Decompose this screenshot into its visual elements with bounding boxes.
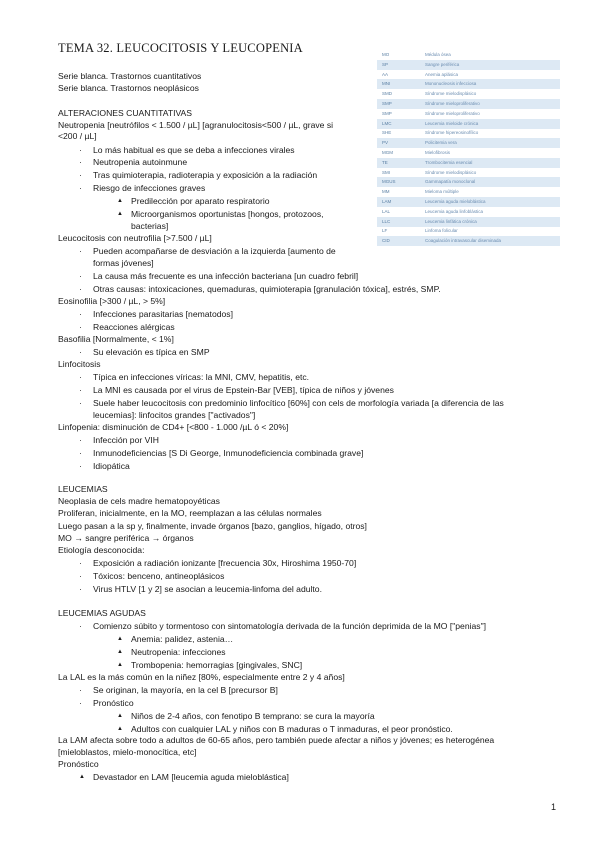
abbr-row <box>377 217 560 227</box>
bullet-dot-icon: · <box>79 372 82 382</box>
abbr-definition: Síndrome mieloproliferativo <box>425 101 480 106</box>
abbr-definition: Sangre periférica <box>425 61 460 67</box>
text-line: leucemias]: linfocitos grandes ["activados"] <box>93 410 256 420</box>
text-line: Su elevación es típica en SMP <box>93 347 210 357</box>
abbr-code: AA <box>382 71 389 77</box>
text-line: Pronóstico <box>93 698 134 708</box>
text-line: Anemia: palidez, astenia… <box>131 634 234 644</box>
abbr-row <box>377 79 560 89</box>
text-line: Proliferan, inicialmente, en la MO, reemplazan a las células normales <box>58 508 322 518</box>
bullet-dot-icon: · <box>79 698 82 708</box>
abbr-definition: Leucemia linfática crónica <box>425 218 477 224</box>
abbr-definition: Leucemia mieloide crónica <box>425 120 479 126</box>
bullet-triangle-icon: ▲ <box>117 662 123 668</box>
text-line: Pueden acompañarse de desviación a la izquierda [aumento de <box>93 246 336 256</box>
abbr-definition: Gammapatía monoclonal <box>425 179 476 185</box>
text-line: La MNI es causada por el virus de Epstein-Bar [VEB], típica de niños y jóvenes <box>93 385 394 395</box>
text-line: Niños de 2-4 años, con fenotipo B temprano: se cura la mayoría <box>131 711 375 721</box>
bullet-dot-icon: · <box>79 170 82 180</box>
page-title: TEMA 32. LEUCOCITOSIS Y LEUCOPENIA <box>58 41 303 55</box>
bullet-dot-icon: · <box>79 157 82 167</box>
abbr-code: SMP <box>382 110 392 116</box>
abbr-definition: Coagulación intravascular diseminada <box>425 238 502 244</box>
abbr-row <box>377 128 560 138</box>
text-line: formas jóvenes] <box>93 258 154 268</box>
text-line: Inmunodeficiencias [S Di George, Inmunodeficiencia combinada grave] <box>93 448 364 458</box>
text-line: Infecciones parasitarias [nematodos] <box>93 309 233 319</box>
text-line: La LAM afecta sobre todo a adultos de 60-65 años, pero también puede afectar a niños y jóvenes; es heterogénea <box>58 735 495 745</box>
abbr-row <box>377 207 560 217</box>
bullet-triangle-icon: ▲ <box>79 774 85 780</box>
abbr-row <box>377 168 560 178</box>
text-line: Comienzo súbito y tormentoso con sintomatología derivada de la función deprimida de la MO ["penias"] <box>93 621 487 631</box>
abbr-code: SMD <box>382 91 392 97</box>
bullet-triangle-icon: ▲ <box>117 211 123 217</box>
bullet-dot-icon: · <box>79 183 82 193</box>
abbr-row <box>377 177 560 187</box>
bullet-triangle-icon: ▲ <box>117 726 123 732</box>
abbr-code: LAM <box>382 199 392 204</box>
abbr-row <box>377 158 560 168</box>
text-line: Adultos con cualquier LAL y niños con B maduras o T inmaduras, el peor pronóstico. <box>131 724 453 734</box>
bullet-dot-icon: · <box>79 398 82 408</box>
abbr-definition: Síndrome mielodisplásico <box>425 91 477 97</box>
abbr-code: LLC <box>382 218 391 224</box>
abbr-definition: Síndrome mieloproliferativo <box>425 110 480 116</box>
text-line: Neutropenia autoinmune <box>93 157 188 167</box>
text-line: Basofilia [Normalmente, < 1%] <box>58 334 174 344</box>
abbr-definition: Linfoma folicular <box>425 228 458 234</box>
abbr-code: MGUS <box>382 179 396 185</box>
abbr-definition: Anemia aplásica <box>425 71 459 77</box>
text-line: La causa más frecuente es una infección bacteriana [un cuadro febril] <box>93 271 359 281</box>
abbr-definition: Mononucleosis infecciosa <box>425 81 477 87</box>
abbr-row <box>377 50 560 60</box>
subtitle-neoplasicos: Serie blanca. Trastornos neoplásicos <box>58 83 199 93</box>
text-line: Idiopática <box>93 461 130 471</box>
text-line: Virus HTLV [1 y 2] se asocian a leucemia-linfoma del adulto. <box>93 584 322 594</box>
text-line: bacterias] <box>131 221 169 231</box>
text-line: Tras quimioterapia, radioterapia y exposición a la radiación <box>93 170 318 180</box>
abbr-definition: Síndrome mielodisplásico <box>425 169 477 175</box>
abbr-row <box>377 89 560 99</box>
abbr-row <box>377 236 560 246</box>
abbr-code: TE <box>382 159 388 165</box>
text-line: Pronóstico <box>58 759 99 769</box>
text-line: Eosinofilia [>300 / µL, > 5%] <box>58 296 166 306</box>
abbr-definition: Policitemia vera <box>425 140 457 146</box>
abbr-code: SHE <box>382 130 392 136</box>
bullet-dot-icon: · <box>79 385 82 395</box>
abbr-row <box>377 187 560 197</box>
section-heading: ALTERACIONES CUANTITATIVAS <box>58 108 193 118</box>
bullet-dot-icon: · <box>79 322 82 332</box>
text-line: Luego pasan a la sp y, finalmente, invade órganos [bazo, ganglios, hígado, otros] <box>58 521 367 531</box>
section-heading: LEUCEMIAS AGUDAS <box>58 608 146 618</box>
section-heading: LEUCEMIAS <box>58 484 108 494</box>
text-line: Infección por VIH <box>93 435 159 445</box>
text-line: Trombopenia: hemorragias [gingivales, SNC] <box>131 660 303 670</box>
text-line: Otras causas: intoxicaciones, quemaduras, quimioterapia [granulación tóxica], estrés, SMP. <box>93 284 441 294</box>
text-line: Neutropenia [neutrófilos < 1.500 / µL] [agranulocitosis<500 / µL, grave si <box>58 120 334 130</box>
abbr-code: MM <box>382 189 390 195</box>
abbr-definition: Mieloma múltiple <box>425 189 459 195</box>
abbr-definition: Leucemia aguda linfoblástica <box>425 208 484 214</box>
text-line: Lo más habitual es que se deba a infecciones virales <box>93 145 295 155</box>
bullet-dot-icon: · <box>79 284 82 294</box>
abbr-definition: Trombocitemia esencial <box>425 159 473 165</box>
text-line: Linfopenia: disminución de CD4+ [<800 - 1.000 /µL ó < 20%] <box>58 422 289 432</box>
abbr-definition: Leucemia aguda mieloblástica <box>425 199 486 204</box>
abbr-row <box>377 138 560 148</box>
bullet-dot-icon: · <box>79 435 82 445</box>
text-line: Tóxicos: benceno, antineoplásicos <box>93 571 225 581</box>
text-line: Neutropenia: infecciones <box>131 647 226 657</box>
bullet-triangle-icon: ▲ <box>117 649 123 655</box>
text-line: Suele haber leucocitosis con predominio linfocítico [60%] con cels de morfología variada [a diferencia de las <box>93 398 504 408</box>
abbr-row <box>377 197 560 207</box>
bullet-triangle-icon: ▲ <box>117 713 123 719</box>
text-line: Se originan, la mayoría, en la cel B [precursor B] <box>93 685 278 695</box>
bullet-dot-icon: · <box>79 271 82 281</box>
bullet-dot-icon: · <box>79 145 82 155</box>
text-line: Riesgo de infecciones graves <box>93 183 206 193</box>
abbr-row <box>377 148 560 158</box>
abbr-code: SMP <box>382 101 392 106</box>
bullet-dot-icon: · <box>79 685 82 695</box>
abbr-code: SP <box>382 61 389 67</box>
page-number: 1 <box>551 802 557 812</box>
text-line: Devastador en LAM [leucemia aguda mieloblástica] <box>93 772 289 782</box>
text-line: Exposición a radiación ionizante [frecuencia 30x, Hiroshima 1950-70] <box>93 558 357 568</box>
bullet-dot-icon: · <box>79 571 82 581</box>
text-line: <200 / µL] <box>58 131 97 141</box>
text-line: Predilección por aparato respiratorio <box>131 196 270 206</box>
abbr-row <box>377 99 560 109</box>
abbr-row <box>377 109 560 119</box>
abbr-code: LMC <box>382 120 392 126</box>
abbr-row <box>377 226 560 236</box>
abbr-code: SMI <box>382 169 391 175</box>
abbr-definition: Médula ósea <box>425 52 451 57</box>
bullet-triangle-icon: ▲ <box>117 198 123 204</box>
bullet-dot-icon: · <box>79 246 82 256</box>
text-line: Etiología desconocida: <box>58 545 145 555</box>
bullet-triangle-icon: ▲ <box>117 636 123 642</box>
abbr-code: CID <box>382 238 390 244</box>
text-line: Leucocitosis con neutrofilia [>7.500 / µL] <box>58 233 212 243</box>
text-line: Microorganismos oportunistas [hongos, protozoos, <box>131 209 324 219</box>
text-line: [mieloblastos, mielo-monocítica, etc] <box>58 747 197 757</box>
abbr-row <box>377 119 560 129</box>
abbr-definition: Mielofibrosis <box>425 150 451 155</box>
bullet-dot-icon: · <box>79 347 82 357</box>
abbr-code: MO <box>382 52 390 57</box>
abbr-code: MNI <box>382 81 391 87</box>
bullet-dot-icon: · <box>79 448 82 458</box>
bullet-dot-icon: · <box>79 309 82 319</box>
text-line: La LAL es la más común en la niñez [80%, especialmente entre 2 y 4 años] <box>58 672 345 682</box>
text-line: Neoplasia de cels madre hematopoyéticas <box>58 496 220 506</box>
bullet-dot-icon: · <box>79 558 82 568</box>
abbr-row <box>377 70 560 80</box>
abbreviations-table <box>377 50 560 246</box>
text-line: Linfocitosis <box>58 359 101 369</box>
text-line: MO → sangre periférica → órganos <box>58 533 194 543</box>
abbr-code: PV <box>382 140 389 146</box>
abbr-code: MGM <box>382 150 393 155</box>
text-line: Reacciones alérgicas <box>93 322 175 332</box>
abbr-definition: Síndrome hipereosinofílico <box>425 130 479 136</box>
bullet-dot-icon: · <box>79 461 82 471</box>
subtitle-cuantitativos: Serie blanca. Trastornos cuantitativos <box>58 71 202 81</box>
abbr-code: LF <box>382 228 388 234</box>
text-line: Típica en infecciones víricas: la MNI, CMV, hepatitis, etc. <box>93 372 310 382</box>
abbr-row <box>377 60 560 70</box>
abbr-code: LAL <box>382 208 391 214</box>
bullet-dot-icon: · <box>79 621 82 631</box>
bullet-dot-icon: · <box>79 584 82 594</box>
